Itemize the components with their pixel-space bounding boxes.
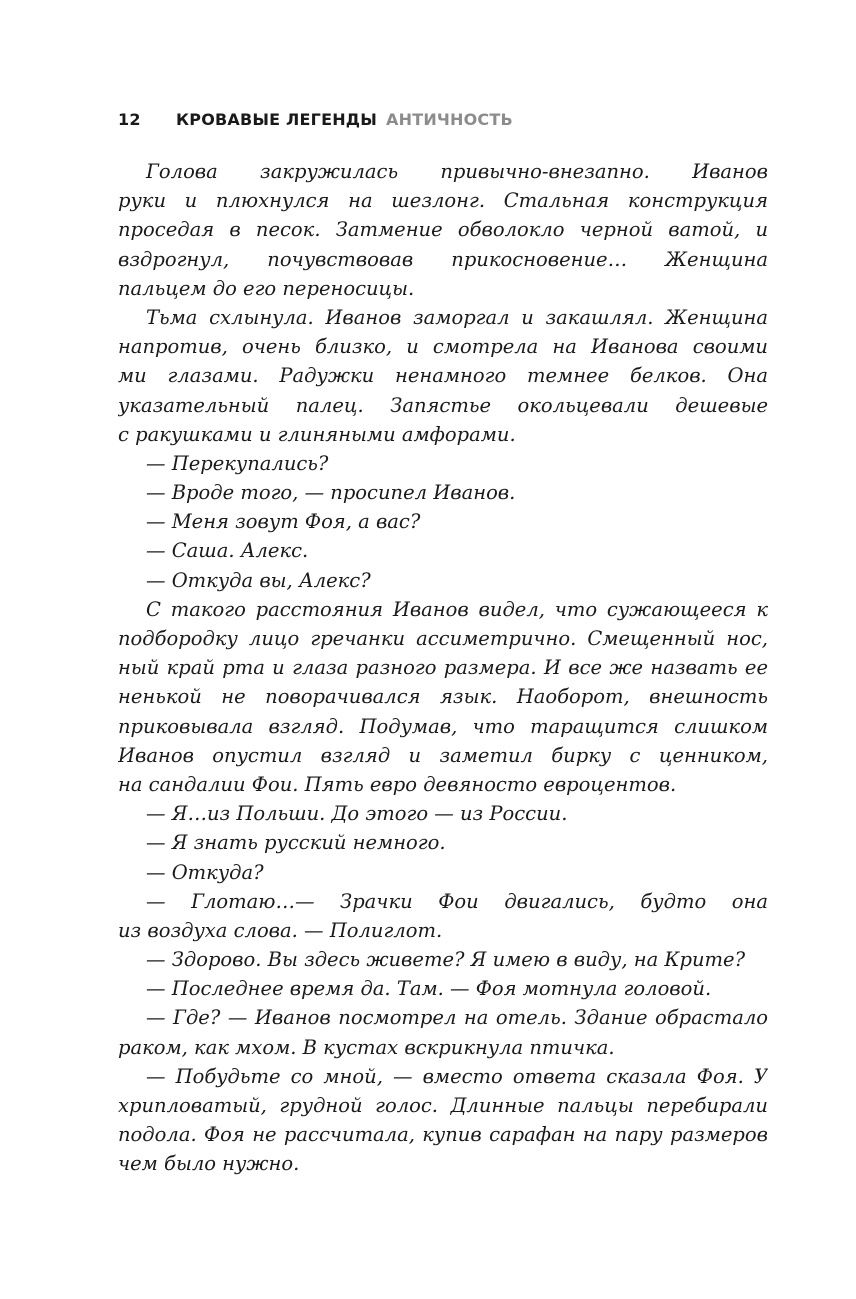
dialogue-line: — Я…из Польши. До этого — из России.: [146, 802, 568, 826]
dialogue-line: — Меня зовут Фоя, а вас?: [146, 510, 421, 534]
text-line: ненькой не поворачивался язык. Наоборот, внешность: [118, 685, 768, 709]
text-line: хрипловатый, грудной голос. Длинные пальцы перебирали: [118, 1094, 768, 1117]
page-number: 12: [118, 110, 141, 129]
dialogue-line: — Перекупались?: [146, 451, 329, 475]
dialogue-line: — Последнее время да. Там. — Фоя мотнула головой.: [146, 977, 712, 1001]
dialogue-line: — Откуда?: [146, 860, 264, 884]
text-line: раком, как мхом. В кустах вскрикнула птичка.: [118, 1035, 615, 1059]
text-line: на сандалии Фои. Пять евро девяносто евроцентов.: [118, 772, 677, 796]
book-title: КРОВАВЫЕ ЛЕГЕНДЫ: [176, 110, 378, 129]
text-line: подола. Фоя не рассчитала, купив сарафан на пару размеров: [118, 1123, 768, 1147]
text-line: напротив, очень близко, и смотрела на Иванова своими: [118, 335, 768, 359]
running-header: [118, 110, 513, 129]
dialogue-line: — Побудьте со мной, — вместо ответа сказала Фоя. У: [146, 1064, 768, 1088]
text-line: Тьма схлынула. Иванов заморгал и закашлял. Женщина: [146, 305, 768, 329]
text-line: Иванов опустил взгляд и заметил бирку с ценником,: [118, 743, 768, 767]
dialogue-line: — Я знать русский немного.: [146, 831, 446, 855]
dialogue-line: — Вроде того, — просипел Иванов.: [146, 481, 516, 505]
body-text: [118, 157, 768, 1179]
text-line: подбородку лицо гречанки ассиметрично. Смещенный нос,: [118, 627, 768, 650]
text-line: чем было нужно.: [118, 1152, 300, 1176]
text-line: с ракушками и глиняными амфорами.: [118, 422, 516, 446]
dialogue-line: — Саша. Алекс.: [146, 539, 309, 563]
text-line: руки и плюхнулся на шезлонг. Стальная конструкция: [118, 189, 768, 213]
text-line: С такого расстояния Иванов видел, что сужающееся к: [146, 597, 768, 621]
text-line: ный край рта и глаза разного размера. И все же назвать ее: [118, 656, 768, 680]
text-line: проседая в песок. Затмение обволокло черной ватой, и: [118, 218, 768, 242]
section-title: АНТИЧНОСТЬ: [386, 110, 513, 129]
text-line: вздрогнул, почувствовав прикосновение… Женщина: [118, 247, 768, 271]
text-line: ми глазами. Радужки ненамного темнее белков. Она: [118, 364, 768, 388]
dialogue-line: — Здорово. Вы здесь живете? Я имею в виду, на Крите?: [146, 948, 746, 972]
text-line: приковывала взгляд. Подумав, что таращится слишком: [118, 714, 768, 738]
text-line: Голова закружилась привычно-внезапно. Иванов: [146, 160, 768, 183]
text-line: указательный палец. Запястье окольцевали дешевые: [118, 393, 768, 417]
text-line: пальцем до его переносицы.: [118, 276, 415, 300]
dialogue-line: — Глотаю…— Зрачки Фои двигались, будто она: [146, 889, 768, 913]
dialogue-line: — Где? — Иванов посмотрел на отель. Здание обрастало: [146, 1006, 768, 1030]
text-line: из воздуха слова. — Полиглот.: [118, 918, 443, 942]
dialogue-line: — Откуда вы, Алекс?: [146, 568, 371, 592]
